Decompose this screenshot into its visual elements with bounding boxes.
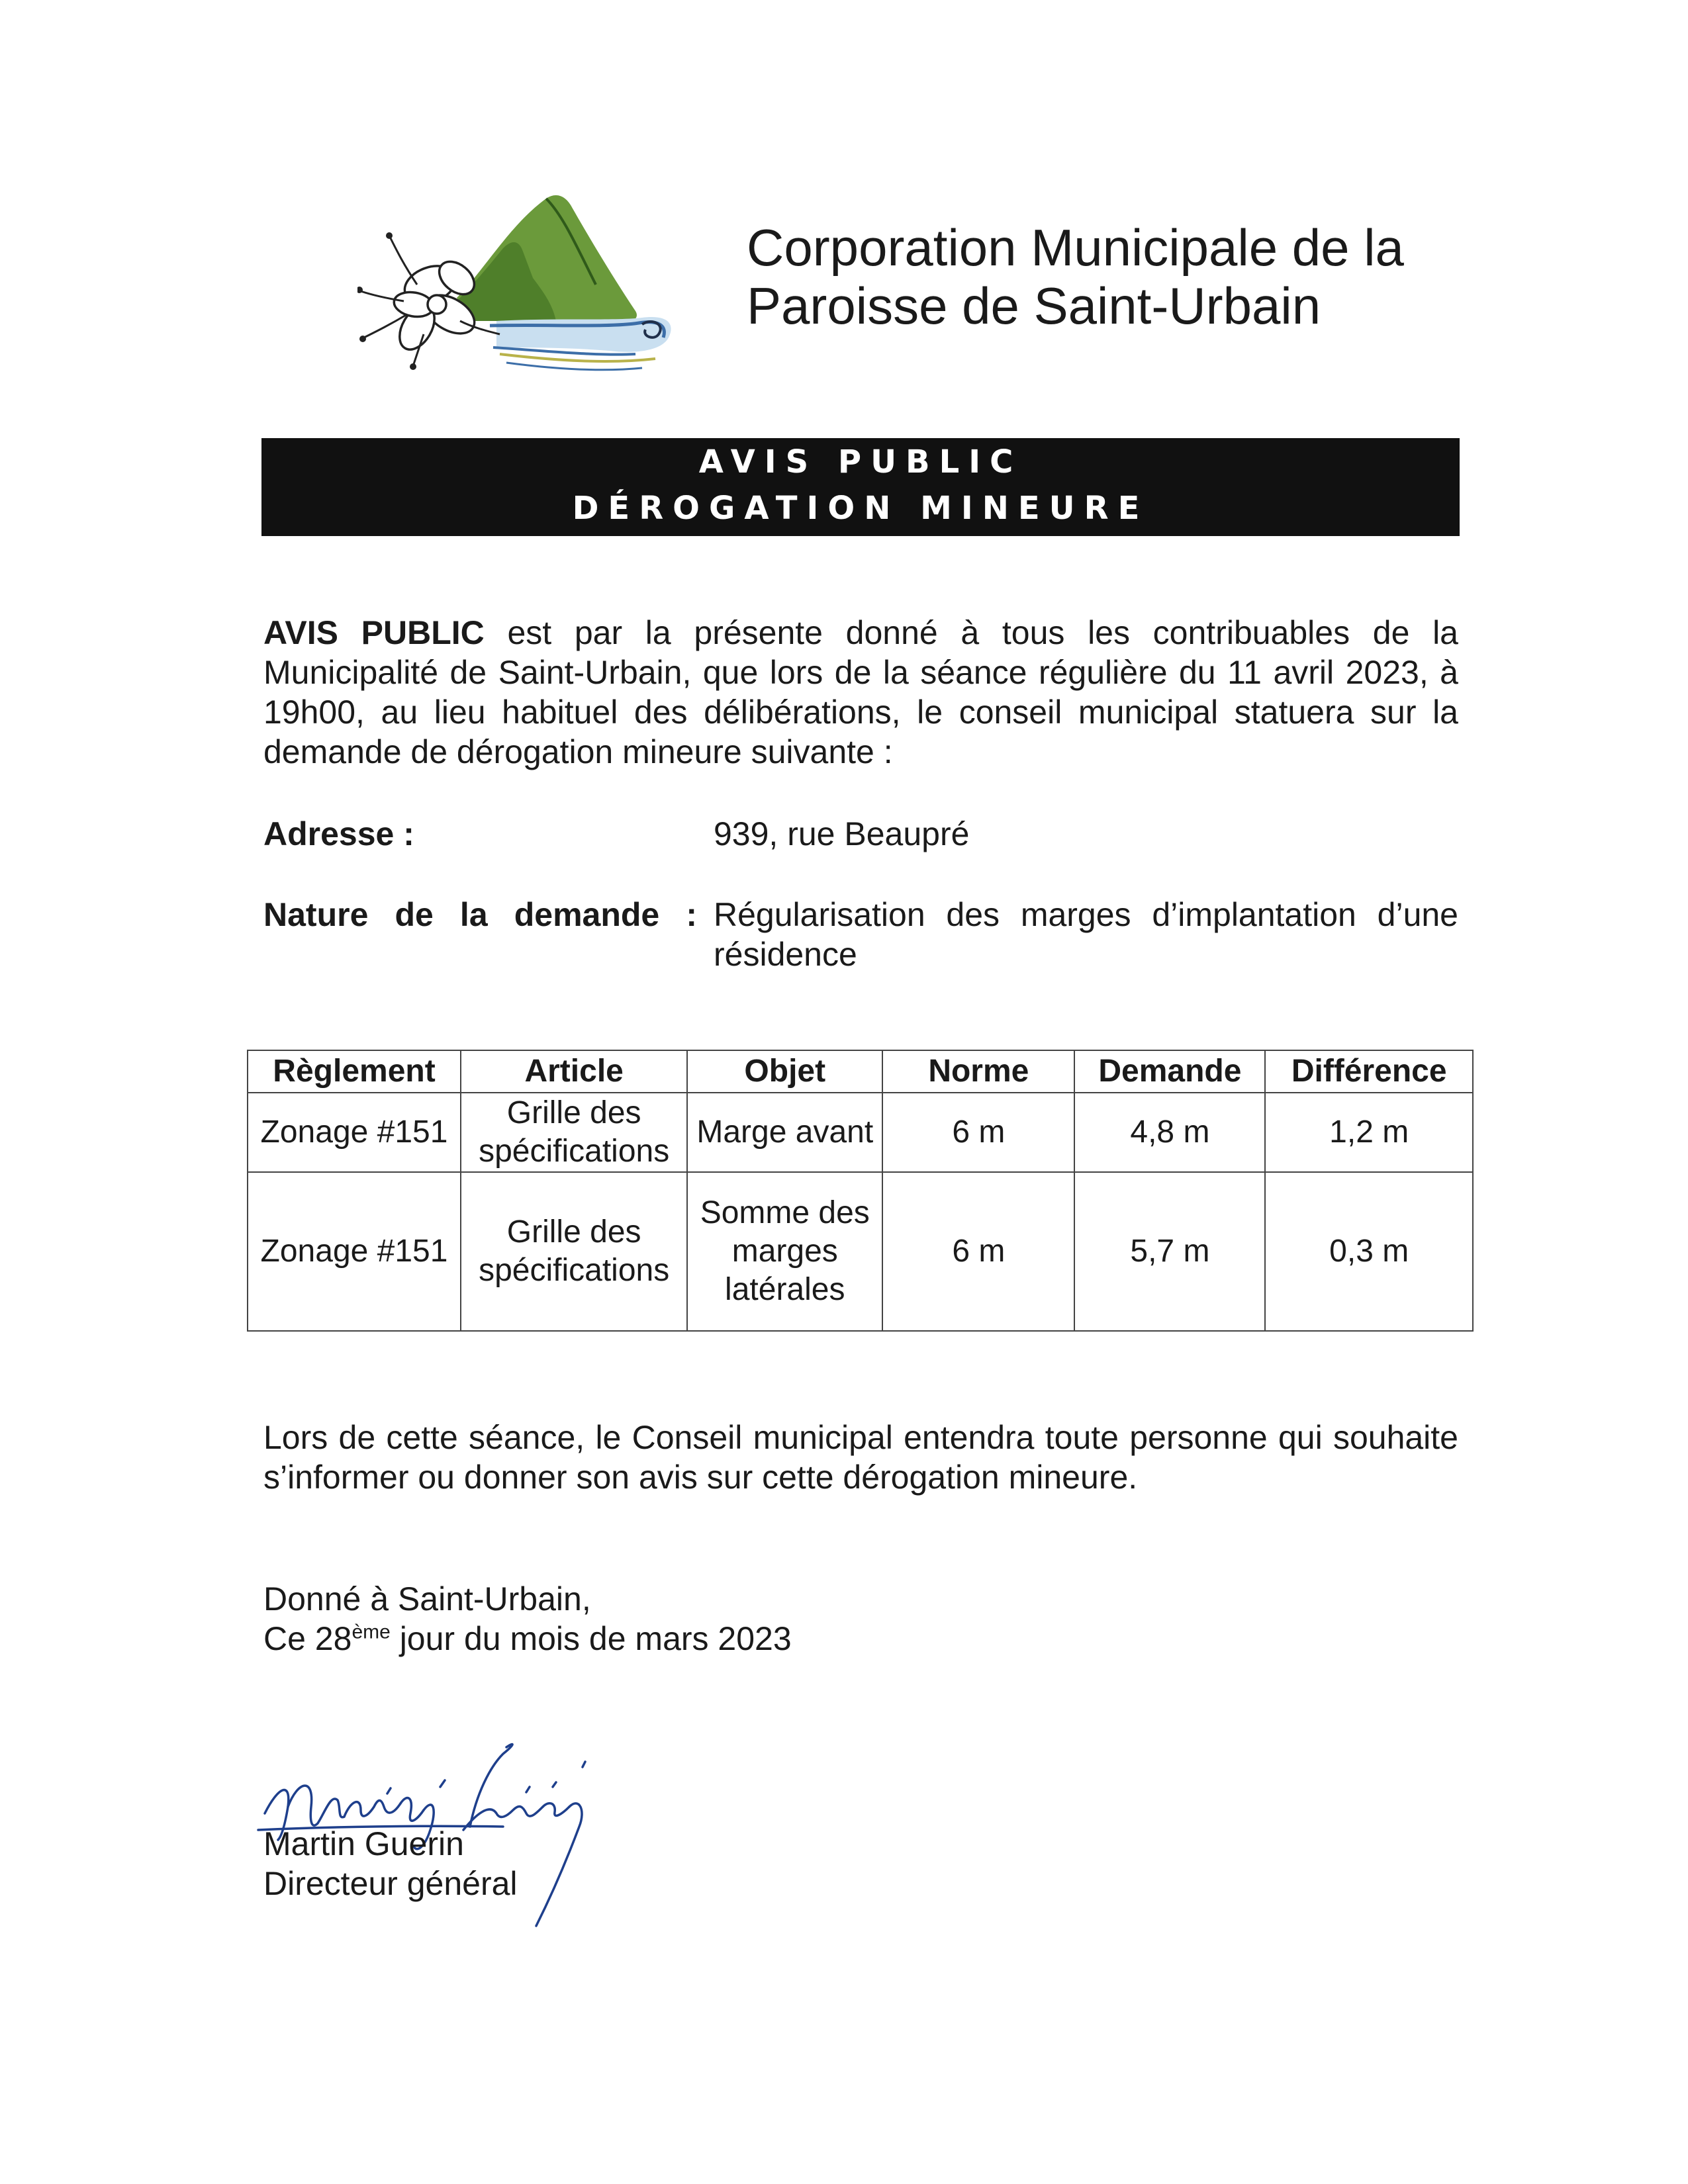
given-date-sup: ème <box>352 1621 391 1643</box>
intro-text: est par la présente donné à tous les contribuables de la Municipalité de Saint-Urbain, que lors de la séance régulière du 11 avril 2023, à 19h00, au lieu habituel des délibérations, le conseil municipal statuera sur la demande de dérogation mineure suivante : <box>263 614 1458 770</box>
header-norme: Norme <box>882 1050 1074 1093</box>
cell-article: Grille des spécifications <box>461 1093 687 1172</box>
given-place: Donné à Saint-Urbain, <box>263 1580 591 1617</box>
signer-title: Directeur général <box>263 1865 518 1902</box>
header-article: Article <box>461 1050 687 1093</box>
table-row <box>248 1093 1473 1172</box>
intro-lead: AVIS PUBLIC <box>263 614 485 651</box>
cell-norme: 6 m <box>882 1093 1074 1172</box>
header-demande: Demande <box>1074 1050 1265 1093</box>
notice-banner <box>261 438 1460 536</box>
cell-demande: 5,7 m <box>1074 1172 1265 1331</box>
organization-name-line1: Corporation Municipale de la <box>747 218 1404 277</box>
given-date-prefix: Ce 28 <box>263 1620 352 1657</box>
cell-reglement: Zonage #151 <box>248 1093 461 1172</box>
closing-paragraph: Lors de cette séance, le Conseil municipal entendra toute personne qui souhaite s’informer ou donner son avis sur cette dérogation mineure. <box>263 1419 1458 1496</box>
cell-difference: 0,3 m <box>1265 1172 1473 1331</box>
adresse-label: Adresse : <box>263 815 414 852</box>
cell-article: Grille des spécifications <box>461 1172 687 1331</box>
table-header-row <box>248 1050 1473 1093</box>
signer-name: Martin Guerin <box>263 1825 464 1862</box>
adresse-value: 939, rue Beaupré <box>714 815 970 852</box>
header-difference: Différence <box>1265 1050 1473 1093</box>
table-row <box>248 1172 1473 1331</box>
cell-norme: 6 m <box>882 1172 1074 1331</box>
header-objet: Objet <box>687 1050 882 1093</box>
organization-name <box>747 218 1409 335</box>
cell-reglement: Zonage #151 <box>248 1172 461 1331</box>
nature-value: Régularisation des marges d’implantation d’une résidence <box>714 896 1458 973</box>
given-date <box>263 1619 792 1659</box>
nature-label: Nature de la demande : <box>263 896 697 933</box>
cell-objet: Marge avant <box>687 1093 882 1172</box>
banner-subtitle: DÉROGATION MINEURE <box>572 490 1149 527</box>
given-date-suffix: jour du mois de mars 2023 <box>390 1620 792 1657</box>
banner-title: AVIS PUBLIC <box>698 443 1023 480</box>
intro-paragraph <box>263 613 1458 772</box>
cell-objet: Somme des marges latérales <box>687 1172 882 1331</box>
derogation-table <box>247 1050 1474 1332</box>
cell-demande: 4,8 m <box>1074 1093 1265 1172</box>
organization-name-line2: Paroisse de Saint-Urbain <box>747 277 1321 335</box>
header-reglement: Règlement <box>248 1050 461 1093</box>
cell-difference: 1,2 m <box>1265 1093 1473 1172</box>
municipal-logo-icon <box>357 185 702 424</box>
